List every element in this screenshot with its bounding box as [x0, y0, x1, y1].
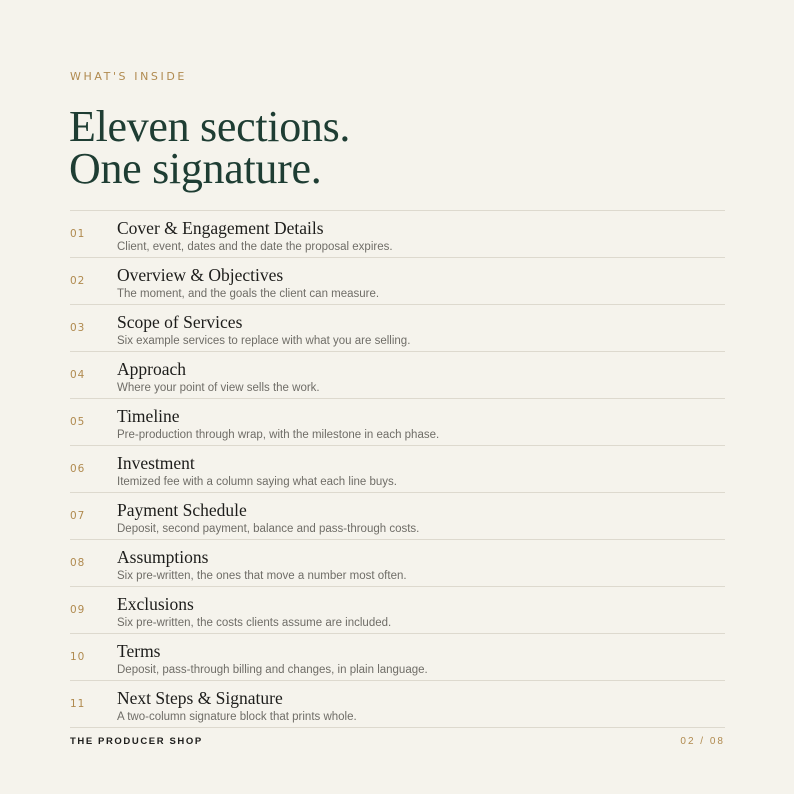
- section-number: 11: [70, 698, 86, 710]
- section-row: [70, 305, 725, 352]
- section-number: 04: [70, 369, 86, 381]
- title-line-1: Eleven sections.: [69, 102, 351, 151]
- section-name: Investment: [117, 453, 195, 473]
- section-row: [70, 634, 725, 681]
- section-row: [70, 540, 725, 587]
- section-description: Six pre-written, the costs clients assume are included.: [117, 617, 392, 629]
- section-description: A two-column signature block that prints whole.: [117, 711, 357, 723]
- section-name: Cover & Engagement Details: [117, 218, 324, 238]
- section-description: Pre-production through wrap, with the milestone in each phase.: [117, 429, 440, 441]
- section-number: 10: [70, 651, 86, 663]
- section-row: [70, 258, 725, 305]
- section-description: Deposit, second payment, balance and pass-through costs.: [117, 523, 420, 535]
- section-name: Scope of Services: [117, 312, 243, 332]
- section-row: [70, 493, 725, 540]
- section-name: Payment Schedule: [117, 500, 247, 520]
- section-number: 01: [70, 228, 86, 240]
- section-name: Exclusions: [117, 594, 194, 614]
- section-description: Six pre-written, the ones that move a number most often.: [117, 570, 407, 582]
- section-name: Overview & Objectives: [117, 265, 284, 285]
- section-name: Approach: [117, 359, 187, 379]
- section-number: 03: [70, 322, 86, 334]
- section-row: [70, 587, 725, 634]
- title-line-2: One signature.: [69, 144, 322, 193]
- section-row: [70, 681, 725, 728]
- section-name: Timeline: [117, 406, 180, 426]
- section-name: Next Steps & Signature: [117, 688, 283, 708]
- section-number: 02: [70, 275, 86, 287]
- section-name: Assumptions: [117, 547, 209, 567]
- sections-list: [70, 210, 725, 728]
- section-name: Terms: [117, 641, 161, 661]
- section-number: 05: [70, 416, 86, 428]
- section-description: The moment, and the goals the client can measure.: [117, 288, 380, 300]
- page-number: 02 / 08: [680, 736, 725, 747]
- section-row: [70, 399, 725, 446]
- section-row: [70, 211, 725, 258]
- section-row: [70, 352, 725, 399]
- section-number: 09: [70, 604, 86, 616]
- page-title: [69, 102, 351, 193]
- section-description: Where your point of view sells the work.: [117, 382, 320, 394]
- footer-brand: THE PRODUCER SHOP: [70, 736, 203, 747]
- eyebrow-label: WHAT'S INSIDE: [70, 70, 187, 83]
- section-description: Client, event, dates and the date the proposal expires.: [117, 241, 393, 253]
- section-number: 06: [70, 463, 86, 475]
- section-description: Six example services to replace with what you are selling.: [117, 335, 411, 347]
- section-number: 07: [70, 510, 86, 522]
- section-description: Itemized fee with a column saying what each line buys.: [117, 476, 397, 488]
- section-description: Deposit, pass-through billing and changes, in plain language.: [117, 664, 428, 676]
- section-number: 08: [70, 557, 86, 569]
- section-row: [70, 446, 725, 493]
